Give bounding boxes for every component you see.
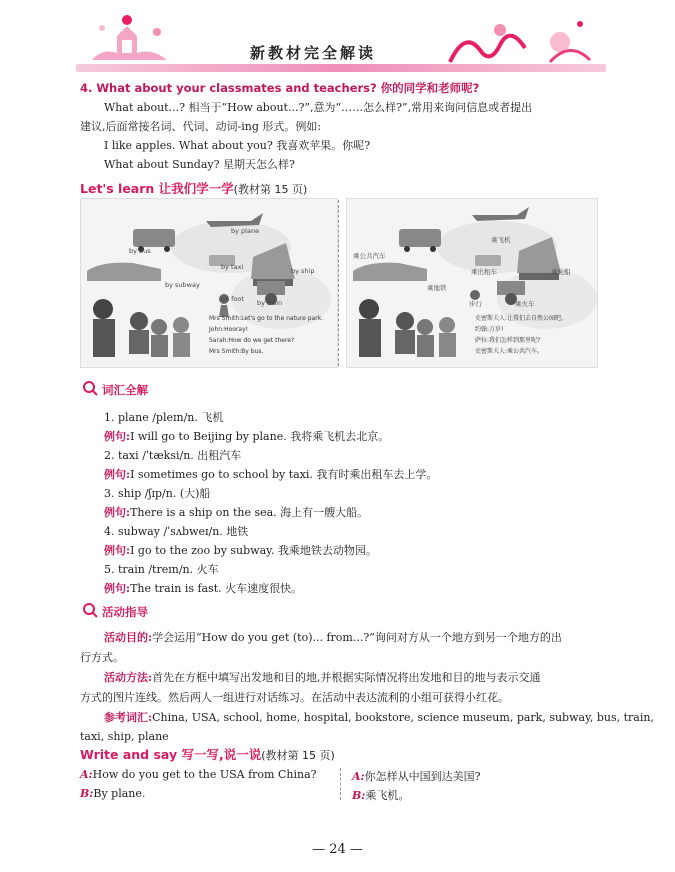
example-label: 例句: <box>104 582 131 595</box>
paragraph-line: What about...? 相当于“How about...?”,意为“……怎么样?”,常用来询问信息或者提出 <box>104 101 533 114</box>
illustration-chinese <box>346 198 598 368</box>
words-label: 参考词汇: <box>104 711 153 724</box>
label-bus-zh: 乘公共汽车 <box>353 252 386 260</box>
vocab-example <box>104 542 377 558</box>
dialog-line: Sarah:How do we get there? <box>209 337 295 344</box>
section-heading: 4. What about your classmates and teachers? 你的同学和老师呢? <box>80 81 480 95</box>
vocab-word: 2. taxi /ˈtæksi/n. 出租汽车 <box>104 449 242 462</box>
example-text: I go to the zoo by subway. 我乘地铁去动物园。 <box>130 544 377 557</box>
label-train: by train <box>257 299 283 307</box>
swirl-decoration-icon <box>440 10 600 70</box>
label-taxi: by taxi <box>221 263 244 271</box>
activity-words <box>104 710 654 726</box>
example-line: I like apples. What about you? 我喜欢苹果。你呢? <box>104 139 371 152</box>
example-line: What about Sunday? 星期天怎么样? <box>104 158 295 171</box>
textbook-ref: (教材第 15 页) <box>233 183 308 196</box>
goal-label: 活动目的: <box>104 631 153 644</box>
activity-method <box>104 670 541 686</box>
speaker-a: A: <box>352 770 365 783</box>
speaker-b: B: <box>352 789 366 802</box>
lets-learn-title <box>80 179 307 197</box>
page-number: — 24 — <box>312 842 363 857</box>
words-text: China, USA, school, home, hospital, bookstore, science museum, park, subway, bus, train, <box>152 711 654 724</box>
dialog-text: By plane. <box>93 787 146 800</box>
dialog-line: 约翰:万岁! <box>475 326 504 333</box>
dialog-zh-b <box>352 787 409 803</box>
label-plane: by plane <box>231 227 260 235</box>
dialog-zh-a <box>352 768 481 784</box>
page-header <box>0 0 675 76</box>
vocab-word: 3. ship /ʃɪp/n. (大)船 <box>104 487 211 500</box>
dialog-en-a <box>80 768 317 781</box>
house-decoration-icon <box>72 8 182 68</box>
activity-goal <box>104 630 562 646</box>
textbook-ref: (教材第 15 页) <box>261 749 335 762</box>
magnifier-icon <box>82 380 98 396</box>
label-ship-zh: 乘轮船 <box>551 268 571 276</box>
magnifier-icon <box>82 602 98 618</box>
example-text: I will go to Beijing by plane. 我将乘飞机去北京。 <box>130 430 390 443</box>
dialog-box <box>475 313 567 357</box>
dialog-text: 你怎样从中国到达美国? <box>364 770 481 783</box>
vocab-example <box>104 504 368 520</box>
vocab-word: 1. plane /pleɪn/n. 飞机 <box>104 411 224 424</box>
dialog-text: 乘飞机。 <box>365 789 410 802</box>
dialog-box <box>209 313 323 357</box>
method-label: 活动方法: <box>104 671 153 684</box>
dialog-line: 史密斯夫人:乘公共汽车。 <box>475 348 544 355</box>
example-label: 例句: <box>104 468 131 481</box>
dialog-divider <box>340 768 341 800</box>
label-subway: by subway <box>165 281 200 289</box>
header-title: 新教材完全解读 <box>250 44 377 62</box>
vocab-word: 4. subway /ˈsʌbweɪ/n. 地铁 <box>104 525 249 538</box>
dialog-en-b <box>80 787 145 800</box>
vocab-example <box>104 428 389 444</box>
example-label: 例句: <box>104 544 131 557</box>
example-text: There is a ship on the sea. 海上有一艘大船。 <box>130 506 369 519</box>
vocab-example <box>104 466 437 482</box>
header-band <box>76 64 606 72</box>
illustration-english <box>80 198 338 368</box>
label-foot-zh: 步行 <box>469 300 482 308</box>
activity-goal-cont: 行方式。 <box>80 651 124 664</box>
label-subway-zh: 乘地铁 <box>427 284 447 292</box>
activity-method-cont: 方式的图片连线。然后两人一组进行对话练习。在活动中表达流利的小组可获得小红花。 <box>80 691 509 704</box>
write-say-label: Write and say 写一写,说一说 <box>80 747 262 762</box>
dialog-line: John:Hooray! <box>209 326 249 333</box>
example-text: The train is fast. 火车速度很快。 <box>130 582 303 595</box>
dialog-line: 史密斯夫人:让我们去自然公园吧。 <box>475 315 568 322</box>
goal-text: 学会运用“How do you get (to)... from...?”询问对方从一个地方到另一个地方的出 <box>152 631 562 644</box>
activity-heading: 活动指导 <box>102 605 148 619</box>
illustration-divider <box>338 200 339 366</box>
label-ship: by ship <box>291 267 315 275</box>
dialog-line: Mrs Smith:Let's go to the nature park. <box>209 315 324 322</box>
paragraph-line: 建议,后面常接名词、代词、动词-ing 形式。例如: <box>80 120 322 133</box>
method-text: 首先在方框中填写出发地和目的地,并根据实际情况将出发地和目的地与表示交通 <box>152 671 541 684</box>
speaker-b: B: <box>80 787 94 800</box>
label-taxi-zh: 乘出租车 <box>471 268 497 276</box>
dialog-text: How do you get to the USA from China? <box>92 768 317 781</box>
example-label: 例句: <box>104 430 131 443</box>
activity-words-cont: taxi, ship, plane <box>80 730 169 743</box>
example-text: I sometimes go to school by taxi. 我有时乘出租车去上学。 <box>130 468 438 481</box>
dialog-line: 萨拉:我们怎样到那里呢? <box>475 337 541 344</box>
example-label: 例句: <box>104 506 131 519</box>
dialog-line: Mrs Smith:By bus. <box>209 348 264 355</box>
speaker-a: A: <box>80 768 93 781</box>
vocab-example <box>104 580 302 596</box>
label-foot: on foot <box>221 295 244 303</box>
vocab-word: 5. train /treɪn/n. 火车 <box>104 563 219 576</box>
label-train-zh: 乘火车 <box>515 300 535 308</box>
vocab-heading: 词汇全解 <box>102 383 148 397</box>
label-plane-zh: 乘飞机 <box>491 236 511 244</box>
lets-learn-label: Let's learn 让我们学一学 <box>80 181 234 196</box>
label-bus: by bus <box>129 247 151 255</box>
write-say-title <box>80 745 335 763</box>
